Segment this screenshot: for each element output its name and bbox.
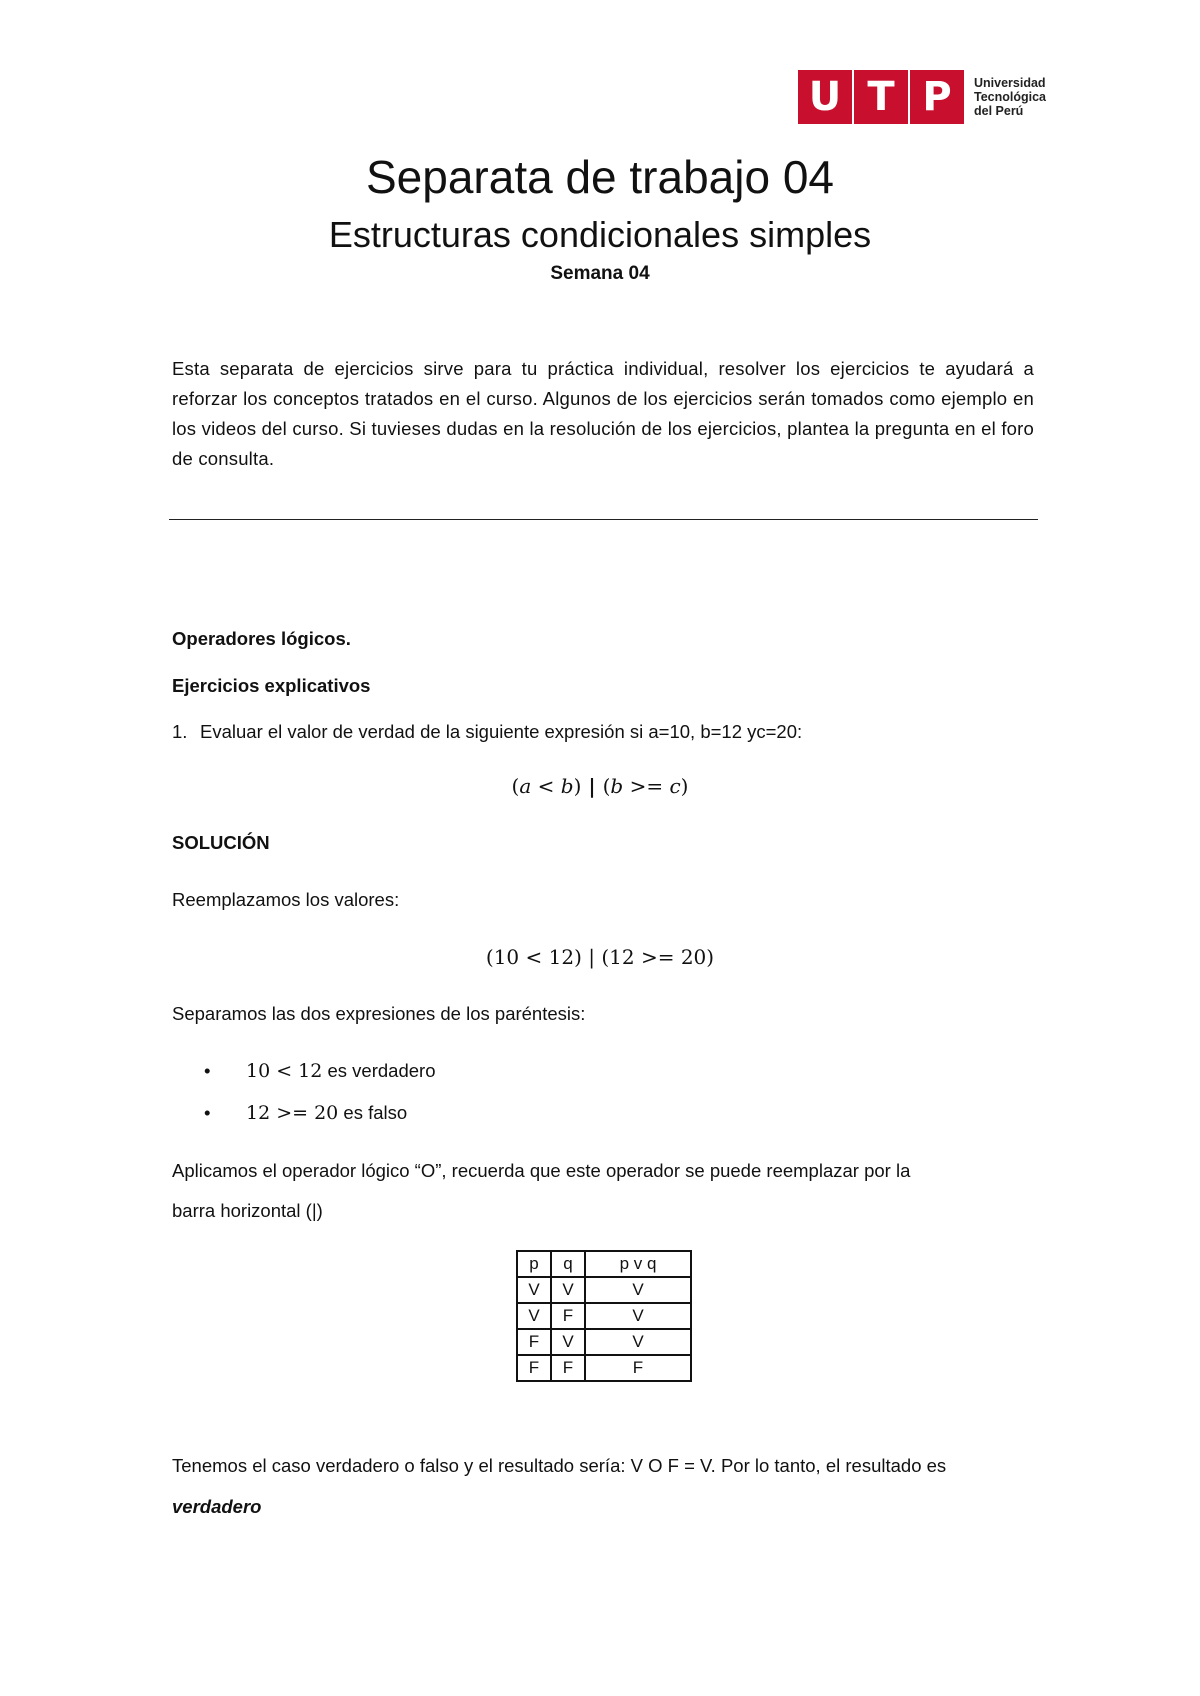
table-cell: V <box>585 1329 691 1355</box>
table-cell: V <box>551 1277 585 1303</box>
horizontal-divider <box>169 519 1038 520</box>
logo-letter-p: P <box>910 70 964 124</box>
logo-letter-t: T <box>854 70 908 124</box>
bullet-text: es falso <box>338 1102 408 1123</box>
formula-var-a: a <box>519 774 532 798</box>
bullet-math: 12 >= 20 <box>246 1102 339 1124</box>
apply-text-line-1: Aplicamos el operador lógico “O”, recuerda que este operador se puede reemplazar por la <box>172 1160 911 1181</box>
week-label: Semana 04 <box>550 263 650 284</box>
table-header-cell: p <box>517 1251 551 1277</box>
bullet-icon: • <box>204 1102 211 1123</box>
sub-heading: Ejercicios explicativos <box>172 675 371 696</box>
utp-logo <box>798 70 1046 124</box>
formula-var-c: c <box>669 774 681 798</box>
table-header-cell: p v q <box>585 1251 691 1277</box>
intro-paragraph: Esta separata de ejercicios sirve para tu práctica individual, resolver los ejercicios te ayudará a reforzar los conceptos tratados en el curso. Algunos de los ejercicios serán tomados como ejemplo en los videos del curso. Si tuvieses dudas en la resolución de los ejercicios, plantea la pregunta en el foro de consulta. <box>172 358 1034 469</box>
formula-op-ge: >= <box>623 774 670 798</box>
table-cell: V <box>585 1303 691 1329</box>
table-cell: F <box>551 1303 585 1329</box>
table-row <box>517 1303 691 1329</box>
table-cell: F <box>551 1355 585 1381</box>
conclusion-result: verdadero <box>172 1496 262 1517</box>
table-cell: V <box>517 1303 551 1329</box>
document-subtitle: Estructuras condicionales simples <box>328 214 872 255</box>
logo-line-1: Universidad <box>974 76 1046 90</box>
formula-paren: ) <box>680 774 689 798</box>
table-row <box>517 1355 691 1381</box>
table-row <box>517 1277 691 1303</box>
formula-var-b: b <box>610 774 624 798</box>
table-header-row <box>517 1251 691 1277</box>
formula-values: (10 < 12) | (12 >= 20) <box>485 945 715 969</box>
table-cell: V <box>585 1277 691 1303</box>
formula-paren: ) <box>573 774 582 798</box>
formula-paren: ( <box>602 774 611 798</box>
formula-op-or: | <box>581 774 603 798</box>
list-item <box>204 1102 407 1124</box>
apply-text-line-2: barra horizontal (|) <box>172 1200 323 1221</box>
formula-op-lt: < <box>531 774 561 798</box>
logo-letter-u: U <box>798 70 852 124</box>
formula-var-b: b <box>560 774 574 798</box>
conclusion-line-1: Tenemos el caso verdadero o falso y el resultado sería: V O F = V. Por lo tanto, el resultado es <box>172 1455 947 1476</box>
formula-paren: ( <box>511 774 520 798</box>
table-cell: V <box>551 1329 585 1355</box>
bullet-math: 10 < 12 <box>246 1060 323 1082</box>
replace-text: Reemplazamos los valores: <box>172 889 400 910</box>
exercise-number: 1. <box>172 721 188 742</box>
bullet-icon: • <box>204 1060 211 1081</box>
list-item <box>204 1060 435 1082</box>
exercise-statement: Evaluar el valor de verdad de la siguiente expresión si a=10, b=12 yc=20: <box>200 721 803 742</box>
table-cell: V <box>517 1277 551 1303</box>
table-cell: F <box>585 1355 691 1381</box>
table-cell: F <box>517 1329 551 1355</box>
section-heading: Operadores lógicos. <box>172 628 351 649</box>
logo-line-2: Tecnológica <box>974 90 1047 104</box>
exercise-item <box>172 721 802 743</box>
formula-variables <box>0 774 1200 798</box>
table-header-cell: q <box>551 1251 585 1277</box>
logo-line-3: del Perú <box>974 104 1024 118</box>
logo-wordmark <box>974 76 1046 118</box>
separate-text: Separamos las dos expresiones de los paréntesis: <box>172 1003 586 1024</box>
bullet-text: es verdadero <box>322 1060 436 1081</box>
table-cell: F <box>517 1355 551 1381</box>
table-row <box>517 1329 691 1355</box>
document-title: Separata de trabajo 04 <box>365 151 835 203</box>
truth-table <box>516 1250 692 1382</box>
solution-label: SOLUCIÓN <box>172 832 270 853</box>
